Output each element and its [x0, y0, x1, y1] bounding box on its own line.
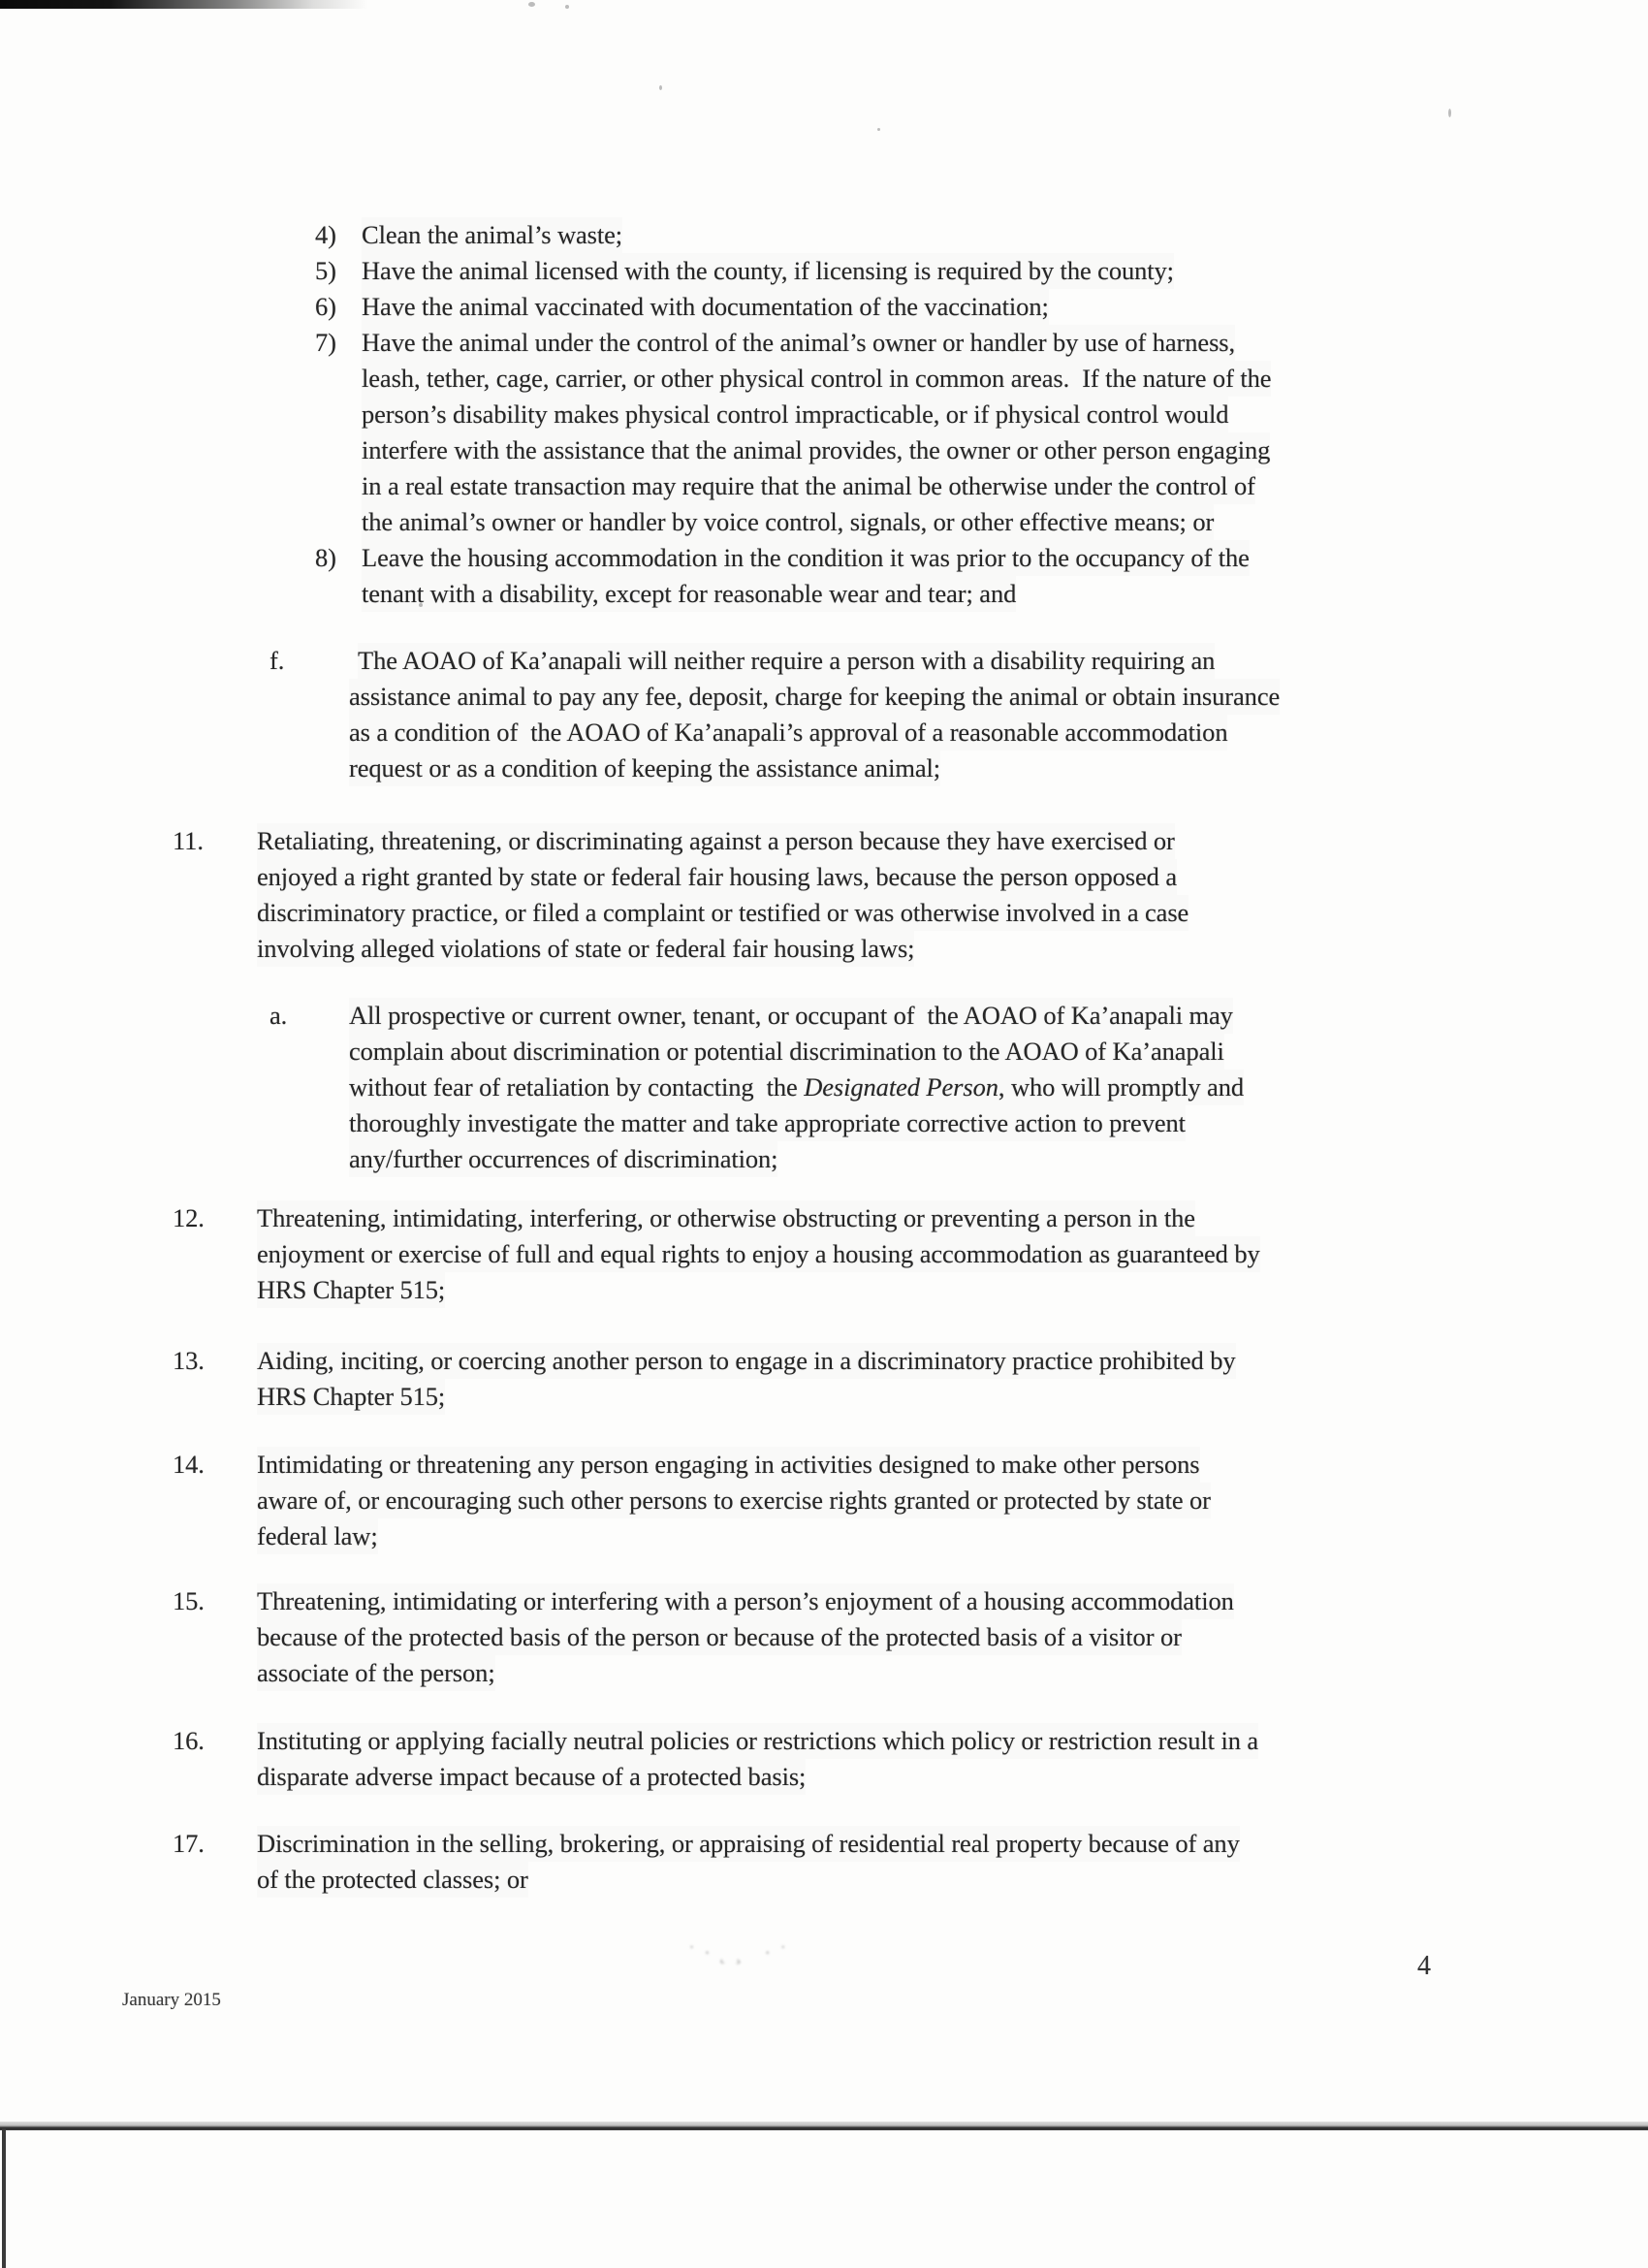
item-7 — [315, 325, 1648, 540]
item-5 — [315, 253, 1648, 289]
item-14 — [173, 1447, 1648, 1554]
text-line: Instituting or applying facially neutral policies or restrictions which policy or restriction result in a — [257, 1726, 1259, 1755]
page-number: 4 — [1417, 1951, 1431, 1981]
text-line: request or as a condition of keeping the assistance animal; — [349, 753, 941, 783]
item-11 — [173, 823, 1648, 967]
text-line: the animal’s owner or handler by voice control, signals, or other effective means; or — [362, 507, 1215, 536]
scan-speck — [528, 2, 535, 7]
text-line: of the protected classes; or — [257, 1865, 528, 1894]
text-line: Retaliating, threatening, or discriminating against a person because they have exercised or — [257, 826, 1175, 855]
item-a-marker: a. — [269, 1001, 288, 1030]
text-line: The AOAO of Ka’anapali will neither require a person with a disability requiring an — [358, 646, 1216, 675]
text-line: HRS Chapter 515; — [257, 1382, 446, 1411]
item-17 — [173, 1826, 1648, 1898]
item-15-marker: 15. — [173, 1586, 205, 1615]
text-line: thoroughly investigate the matter and take appropriate corrective action to prevent — [349, 1108, 1186, 1137]
text-line: Have the animal vaccinated with documentation of the vaccination; — [362, 292, 1049, 321]
text-line: interfere with the assistance that the animal provides, the owner or other person engaging — [362, 435, 1271, 464]
text-line: leash, tether, cage, carrier, or other physical control in common areas. If the nature of the — [362, 364, 1272, 393]
text-line: Have the animal licensed with the county, if licensing is required by the county; — [362, 256, 1174, 285]
footer-date: January 2015 — [122, 1990, 221, 2010]
text-line: Have the animal under the control of the animal’s owner or handler by use of harness, — [362, 328, 1236, 357]
item-6 — [315, 289, 1648, 325]
item-13-marker: 13. — [173, 1346, 205, 1375]
text-line: person’s disability makes physical control impracticable, or if physical control would — [362, 399, 1229, 429]
scan-artifact-top-bar — [0, 0, 368, 9]
item-6-marker: 6) — [315, 292, 336, 321]
text-line: involving alleged violations of state or federal fair housing laws; — [257, 934, 915, 963]
text-line: because of the protected basis of the person or because of the protected basis of a visitor or — [257, 1622, 1182, 1651]
item-8-marker: 8) — [315, 543, 336, 572]
scan-speck — [877, 128, 880, 131]
text-line: federal law; — [257, 1521, 378, 1550]
text-line: Aiding, inciting, or coercing another person to engage in a discriminatory practice prohibited by — [257, 1346, 1236, 1375]
item-16 — [173, 1723, 1648, 1795]
scan-smudge: ˙·˛¸ ·˙ — [688, 1941, 796, 1965]
text-line: enjoyed a right granted by state or federal fair housing laws, because the person opposed a — [257, 862, 1177, 891]
item-11-marker: 11. — [173, 826, 204, 855]
text-line: All prospective or current owner, tenant, or occupant of the AOAO of Ka’anapali may — [349, 1001, 1233, 1030]
item-5-marker: 5) — [315, 256, 336, 285]
item-13 — [173, 1343, 1648, 1415]
text-segment: , who will promptly and — [998, 1072, 1245, 1102]
item-12 — [173, 1200, 1648, 1308]
scan-next-page-edge-vertical — [2, 2128, 6, 2268]
scan-speck — [1448, 109, 1451, 117]
text-line: as a condition of the AOAO of Ka’anapali’s approval of a reasonable accommodation — [349, 718, 1228, 747]
text-line: Intimidating or threatening any person engaging in activities designed to make other persons — [257, 1450, 1200, 1479]
text-line: any/further occurrences of discrimination; — [349, 1144, 778, 1173]
item-4-marker: 4) — [315, 220, 336, 249]
text-line: complain about discrimination or potential discrimination to the AOAO of Ka’anapali — [349, 1037, 1224, 1066]
text-line: Threatening, intimidating, interfering, or otherwise obstructing or preventing a person in the — [257, 1203, 1195, 1232]
text-line: discriminatory practice, or filed a complaint or testified or was otherwise involved in a case — [257, 898, 1189, 927]
text-line — [349, 1070, 1244, 1105]
item-f-marker: f. — [269, 646, 285, 675]
scan-speck — [565, 5, 569, 9]
item-16-marker: 16. — [173, 1726, 205, 1755]
text-line: assistance animal to pay any fee, deposit, charge for keeping the animal or obtain insurance — [349, 682, 1281, 711]
item-7-marker: 7) — [315, 328, 336, 357]
document-body — [0, 217, 1648, 1898]
text-line: enjoyment or exercise of full and equal rights to enjoy a housing accommodation as guaranteed by — [257, 1239, 1260, 1268]
text-line: in a real estate transaction may require that the animal be otherwise under the control of — [362, 471, 1255, 500]
text-line: Threatening, intimidating or interfering with a person’s enjoyment of a housing accommodation — [257, 1586, 1234, 1615]
text-line: tenant with a disability, except for reasonable wear and tear; and — [362, 579, 1017, 608]
text-line: Leave the housing accommodation in the condition it was prior to the occupancy of the — [362, 543, 1250, 572]
text-line: HRS Chapter 515; — [257, 1275, 446, 1304]
text-segment: without fear of retaliation by contacting the — [349, 1072, 805, 1102]
text-line: aware of, or encouraging such other persons to exercise rights granted or protected by state or — [257, 1485, 1211, 1515]
designated-person-italic: Designated Person — [804, 1072, 998, 1102]
text-line: Discrimination in the selling, brokering, or appraising of residential real property because of any — [257, 1829, 1240, 1858]
item-4 — [315, 217, 1648, 253]
item-17-marker: 17. — [173, 1829, 205, 1858]
item-8 — [315, 540, 1648, 612]
item-a — [269, 998, 1648, 1177]
item-12-marker: 12. — [173, 1203, 205, 1232]
text-line: associate of the person; — [257, 1658, 495, 1687]
item-15 — [173, 1583, 1648, 1691]
scan-next-page-edge-horizontal — [0, 2122, 1648, 2130]
text-line: disparate adverse impact because of a protected basis; — [257, 1762, 807, 1791]
text-line: Clean the animal’s waste; — [362, 220, 623, 249]
scan-speck — [659, 85, 662, 90]
item-f — [269, 643, 1648, 786]
item-14-marker: 14. — [173, 1450, 205, 1479]
